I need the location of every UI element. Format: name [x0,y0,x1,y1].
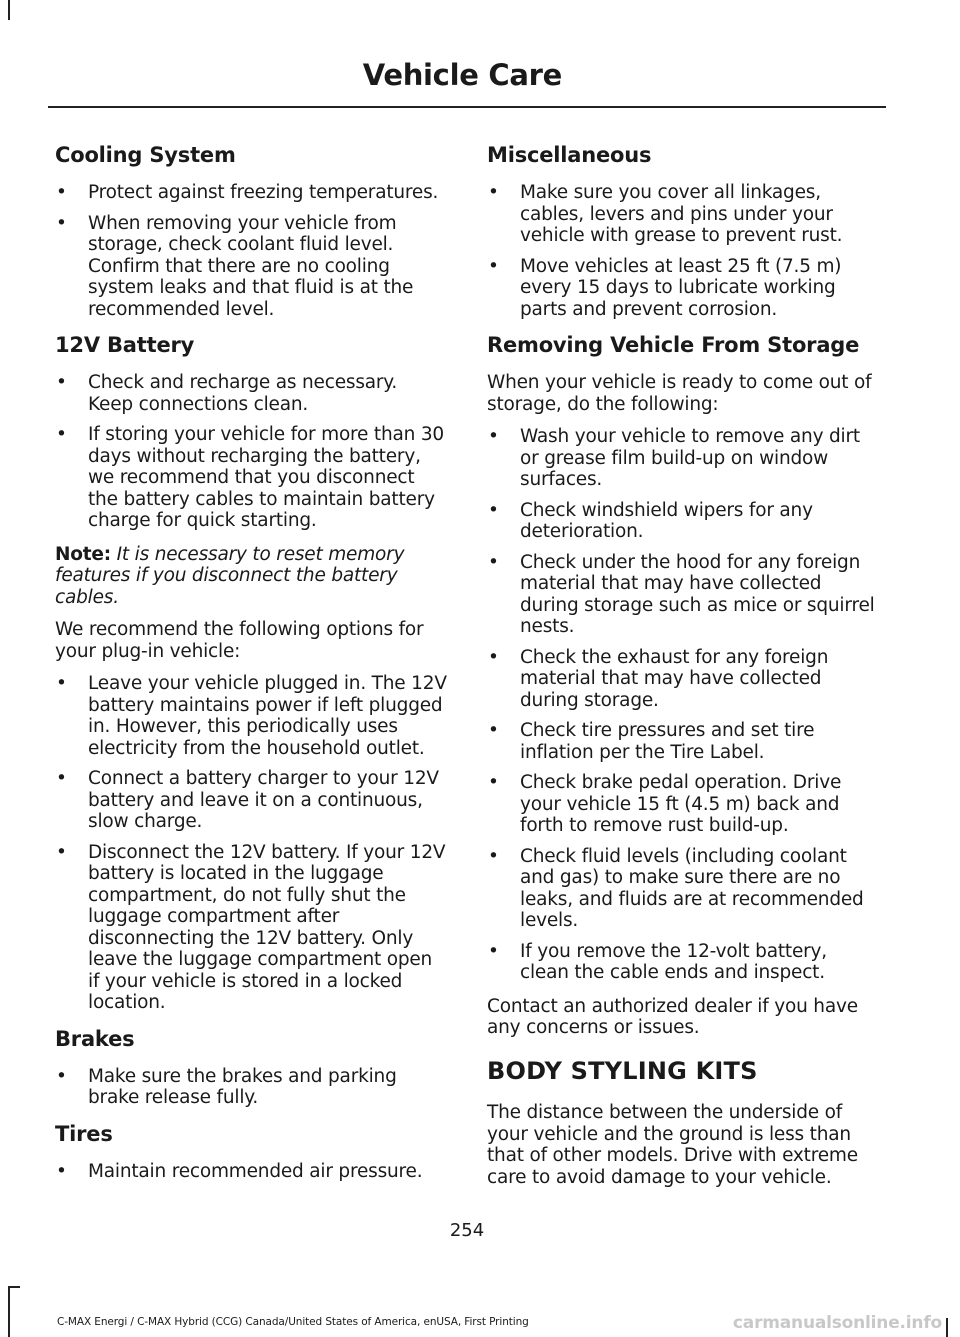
misc-list [487,182,879,320]
list-item: • Make sure you cover all linkages, cables, levers and pins under your vehicle with grease to prevent rust. [488,182,843,246]
bullet: • [488,499,499,521]
list-item: • Check fluid levels (including coolant and gas) to make sure there are no leaks, and fluids are at recommended levels. [488,845,864,931]
right-column [487,142,879,1199]
header-rule [48,106,886,108]
list-item: • If you remove the 12-volt battery, clean the cable ends and inspect. [488,940,827,983]
list-item: • Disconnect the 12V battery. If your 12V battery is located in the luggage compartment, do not fully shut the luggage compartment after disconnecting the 12V battery. Only leave the luggage compartment open if your vehicle is stored in a locked location. [56,841,446,1013]
watermark: carmanualsonline.info [732,1313,942,1333]
removing-heading: Removing Vehicle From Storage [487,333,860,357]
bullet: • [488,772,499,793]
list-item: • Check the exhaust for any foreign material that may have collected during storage. [488,646,829,711]
bullet: • [56,372,67,393]
body-kits-text: The distance between the underside of your vehicle and the ground is less than that of other models. Drive with extreme care to avoid damage to your vehicle. [487,1102,858,1188]
tires-list [55,1161,447,1183]
tires-heading: Tires [55,1121,113,1146]
removing-outro: Contact an authorized dealer if you have any concerns or issues. [487,995,858,1038]
bullet: • [56,212,67,234]
list-item: • Move vehicles at least 25 ft (7.5 m) every 15 days to lubricate working parts and prevent corrosion. [488,255,842,320]
list-item: • Make sure the brakes and parking brake release fully. [56,1065,397,1108]
bullet: • [56,768,67,789]
removing-list [487,426,879,984]
bullet: • [488,255,499,277]
bullet: • [488,646,499,668]
plugin-list [55,673,447,1014]
bullet: • [488,940,499,962]
list-item: • Protect against freezing temperatures. [56,182,439,203]
list-item: • Maintain recommended air pressure. [56,1160,423,1182]
misc-heading: Miscellaneous [487,143,652,167]
list-item: • Check under the hood for any foreign material that may have collected during storage such as mice or squirrel nests. [488,551,875,637]
list-item: • When removing your vehicle from storage, check coolant fluid level. Confirm that there are no cooling system leaks and that fluid is at the recommended level. [56,212,414,320]
note-text: It is necessary to reset memory features if you disconnect the battery cables. [55,543,405,608]
battery-list [55,372,447,532]
bullet: • [488,845,499,867]
list-item: • Check brake pedal operation. Drive your vehicle 15 ft (4.5 m) back and forth to remove rust build-up. [488,772,842,836]
list-item: • Check windshield wipers for any deterioration. [488,499,813,542]
footer-text: C-MAX Energi / C-MAX Hybrid (CCG) Canada/United States of America, enUSA, First Printing [57,1316,529,1328]
list-item: • If storing your vehicle for more than 30 days without recharging the battery, we recommend that you disconnect the battery cables to maintain battery charge for quick starting. [56,424,444,531]
bullet: • [56,1160,67,1182]
battery-note [55,544,447,609]
bullet: • [488,426,499,447]
bullet: • [56,182,67,203]
brakes-heading: Brakes [55,1026,135,1051]
cooling-list [55,182,447,320]
bullet: • [56,673,67,694]
bullet: • [56,1065,67,1087]
brakes-list [55,1066,447,1109]
list-item: • Wash your vehicle to remove any dirt or grease film build-up on window surfaces. [488,426,860,490]
list-item: • Check tire pressures and set tire inflation per the Tire Label. [488,720,815,763]
bullet: • [488,551,499,573]
battery-heading: 12V Battery [55,333,195,357]
removing-intro: When your vehicle is ready to come out of storage, do the following: [487,372,872,415]
page-header-title: Vehicle Care [362,58,562,92]
crop-mark-bottom-left-h [8,1286,20,1288]
list-item: • Check and recharge as necessary. Keep connections clean. [56,372,398,415]
bullet: • [56,841,67,863]
cooling-heading: Cooling System [55,143,236,167]
page-number: 254 [449,1220,485,1241]
crop-mark-top-left [8,0,10,20]
list-item: • Leave your vehicle plugged in. The 12V battery maintains power if left plugged in. However, this periodically uses electricity from the household outlet. [56,673,447,759]
bullet: • [488,720,499,741]
left-column [55,142,447,1194]
list-item: • Connect a battery charger to your 12V battery and leave it on a continuous, slow charge. [56,768,439,832]
note-label: Note: [55,543,111,565]
bullet: • [488,182,499,203]
crop-mark-bottom-right [946,1318,948,1337]
crop-mark-bottom-left [8,1286,10,1337]
body-kits-heading: BODY STYLING KITS [487,1056,758,1085]
bullet: • [56,424,67,445]
plugin-intro: We recommend the following options for your plug-in vehicle: [55,619,424,662]
